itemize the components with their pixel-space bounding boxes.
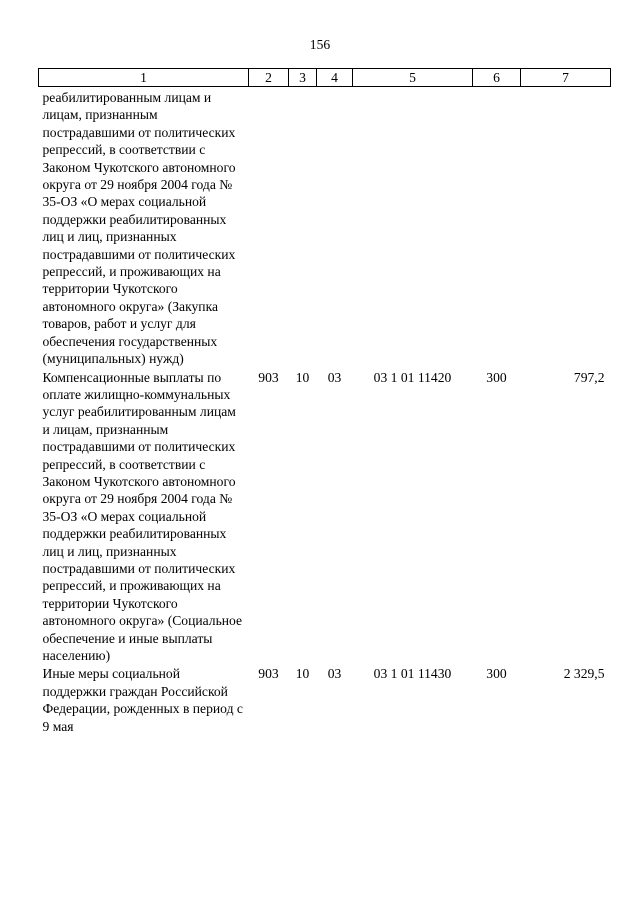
row-target-article: 03 1 01 11420 [373,369,452,385]
budget-table [38,68,611,735]
column-header-3: 3 [289,69,317,87]
table-row [39,368,611,665]
row-target-article [353,87,473,368]
row-section: 10 [295,666,310,682]
column-header-6: 6 [473,69,521,87]
table-row [39,664,611,735]
row-subsection [317,87,353,368]
row-subsection: 03 [327,369,342,385]
row-amount: 797,2 [573,369,605,385]
row-ministry: 903 [258,666,279,682]
row-subsection: 03 [327,666,342,682]
row-name: Иные меры социальной поддержки граждан Российской Федерации, рожденных в период с 9 мая [42,666,243,734]
column-header-2: 2 [249,69,289,87]
row-amount: 2 329,5 [563,666,605,682]
row-name: Компенсационные выплаты по оплате жилищно-коммунальных услуг реабилитированным лицам и лицам, признанным пострадавшими от политических репрессий, в соответствии с Законом Чукотского автономного округа от 29 ноября 2004 года № 35-ОЗ «О мерах социальной поддержки реабилитированных лиц и лиц, признанных пострадавшими от политических репрессий, и проживающих на территории Чукотского автономного округа» (Социальное обеспечение и иные выплаты населению) [42,369,243,663]
row-amount [521,87,611,368]
row-expense-type: 300 [486,666,507,682]
column-header-1: 1 [39,69,249,87]
row-name: реабилитированным лицам и лицам, признанным пострадавшими от политических репрессий, в соответствии с Законом Чукотского автономного округа от 29 ноября 2004 года № 35-ОЗ «О мерах социальной поддержки реабилитированных лиц и лиц, признанных пострадавшими от политических репрессий, и проживающих на территории Чукотского автономного округа» (Закупка товаров, работ и услуг для обеспечения государственных (муниципальных) нужд) [42,90,236,367]
row-target-article: 03 1 01 11430 [373,666,452,682]
column-header-7: 7 [521,69,611,87]
row-section: 10 [295,369,310,385]
row-ministry [249,87,289,368]
table-row [39,87,611,368]
row-expense-type [473,87,521,368]
table-header-row [39,69,611,87]
row-ministry: 903 [258,369,279,385]
row-section [289,87,317,368]
column-header-5: 5 [353,69,473,87]
column-header-4: 4 [317,69,353,87]
page-number: 156 [309,37,331,52]
row-expense-type: 300 [486,369,507,385]
